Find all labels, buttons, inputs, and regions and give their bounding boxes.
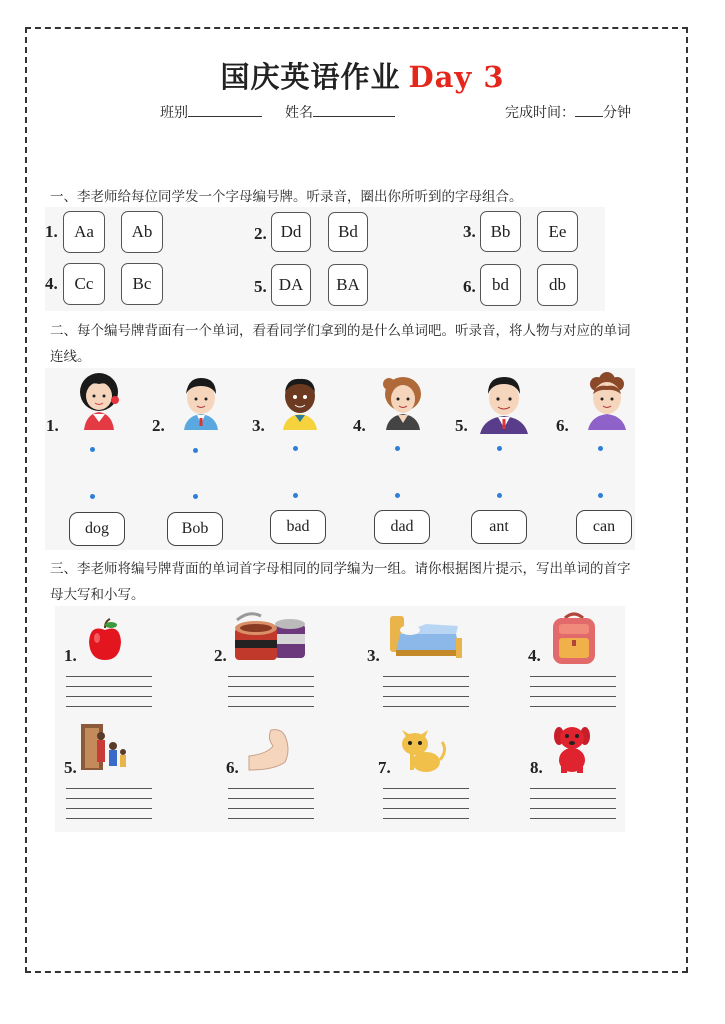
arm-icon — [245, 726, 293, 772]
connect-dot-bottom[interactable] — [90, 494, 95, 499]
item-number: 1. — [45, 222, 58, 241]
time-label: 完成时间： — [505, 105, 575, 121]
letter-card[interactable]: Aa — [63, 211, 105, 253]
section2-instruction-line2: 连线。 — [50, 349, 91, 365]
item-number: 6. — [226, 758, 239, 777]
name-label: 姓名 — [285, 105, 313, 121]
man-suit-portrait-icon — [476, 374, 532, 434]
section3-instruction-line1: 三、李老师将编号牌背面的单词首字母相同的同学编为一组。请你根据图片提示，写出单词的首字 — [50, 561, 631, 577]
class-label: 班别 — [160, 105, 188, 121]
connect-dot-top[interactable] — [193, 448, 198, 453]
boy-dark-portrait-icon — [277, 374, 323, 430]
name-field[interactable] — [285, 102, 395, 122]
section3-instruction-line2: 母大写和小写。 — [50, 587, 145, 603]
item-number: 4. — [528, 646, 541, 665]
writing-lines[interactable] — [66, 788, 152, 828]
boy-portrait-icon — [178, 374, 224, 430]
writing-lines[interactable] — [228, 676, 314, 716]
backpack-icon — [545, 610, 603, 666]
letter-card[interactable]: Cc — [63, 263, 105, 305]
section2-instruction — [50, 318, 690, 370]
item-number: 5. — [254, 277, 267, 296]
section2-background — [45, 368, 635, 550]
letter-card[interactable]: db — [537, 264, 578, 306]
class-blank[interactable] — [188, 102, 262, 117]
item-number: 8. — [530, 758, 543, 777]
cat-icon — [396, 724, 448, 774]
bed-icon — [386, 612, 464, 664]
writing-lines[interactable] — [530, 676, 616, 716]
item-number: 2. — [214, 646, 227, 665]
boy-curly-portrait-icon — [582, 372, 632, 430]
apple-icon — [86, 618, 124, 662]
item-number: 5. — [455, 416, 468, 435]
word-card[interactable]: ant — [471, 510, 527, 544]
item-number: 1. — [46, 416, 59, 435]
writing-lines[interactable] — [530, 788, 616, 828]
dog-icon — [551, 722, 593, 774]
writing-lines[interactable] — [383, 676, 469, 716]
connect-dot-top[interactable] — [497, 446, 502, 451]
page-title — [0, 55, 725, 96]
item-number: 4. — [45, 274, 58, 293]
item-number: 2. — [152, 416, 165, 435]
time-blank[interactable] — [575, 102, 603, 117]
item-number: 3. — [463, 222, 476, 241]
item-number: 5. — [64, 758, 77, 777]
section1-instruction: 一、李老师给每位同学发一个字母编号牌。听录音，圈出你所听到的字母组合。 — [50, 189, 523, 205]
letter-card[interactable]: Bc — [121, 263, 163, 305]
connect-dot-bottom[interactable] — [293, 493, 298, 498]
section2-instruction-line1: 二、每个编号牌背面有一个单词，看看同学们拿到的是什么单词吧。听录音，将人物与对应的单词 — [50, 323, 631, 339]
connect-dot-top[interactable] — [90, 447, 95, 452]
word-card[interactable]: Bob — [167, 512, 223, 546]
word-card[interactable]: bad — [270, 510, 326, 544]
connect-dot-bottom[interactable] — [598, 493, 603, 498]
writing-lines[interactable] — [228, 788, 314, 828]
item-number: 3. — [252, 416, 265, 435]
letter-card[interactable]: Ee — [537, 211, 578, 252]
item-number: 6. — [463, 277, 476, 296]
word-card[interactable]: can — [576, 510, 632, 544]
item-number: 1. — [64, 646, 77, 665]
item-number: 2. — [254, 224, 267, 243]
letter-card[interactable]: Dd — [271, 212, 311, 252]
writing-lines[interactable] — [66, 676, 152, 716]
connect-dot-top[interactable] — [395, 446, 400, 451]
connect-dot-top[interactable] — [293, 446, 298, 451]
item-number: 4. — [353, 416, 366, 435]
letter-card[interactable]: Bb — [480, 211, 521, 252]
cans-icon — [231, 610, 309, 666]
connect-dot-top[interactable] — [598, 446, 603, 451]
item-number: 7. — [378, 758, 391, 777]
word-card[interactable]: dog — [69, 512, 125, 546]
name-blank[interactable] — [313, 102, 395, 117]
time-field[interactable] — [505, 102, 631, 122]
word-card[interactable]: dad — [374, 510, 430, 544]
section3-instruction — [50, 556, 690, 608]
title-text: 国庆英语作业 — [220, 60, 401, 94]
letter-card[interactable]: DA — [271, 264, 311, 306]
connect-dot-bottom[interactable] — [193, 494, 198, 499]
time-unit: 分钟 — [603, 105, 631, 121]
door-family-icon — [79, 722, 129, 772]
letter-card[interactable]: BA — [328, 264, 368, 306]
title-day: Day 3 — [408, 60, 505, 94]
connect-dot-bottom[interactable] — [497, 493, 502, 498]
item-number: 3. — [367, 646, 380, 665]
letter-card[interactable]: Ab — [121, 211, 163, 253]
letter-card[interactable]: bd — [480, 264, 521, 306]
letter-card[interactable]: Bd — [328, 212, 368, 252]
connect-dot-bottom[interactable] — [395, 493, 400, 498]
girl-portrait-icon — [76, 370, 122, 430]
class-field[interactable] — [160, 102, 262, 122]
writing-lines[interactable] — [383, 788, 469, 828]
item-number: 6. — [556, 416, 569, 435]
woman-portrait-icon — [380, 374, 426, 430]
